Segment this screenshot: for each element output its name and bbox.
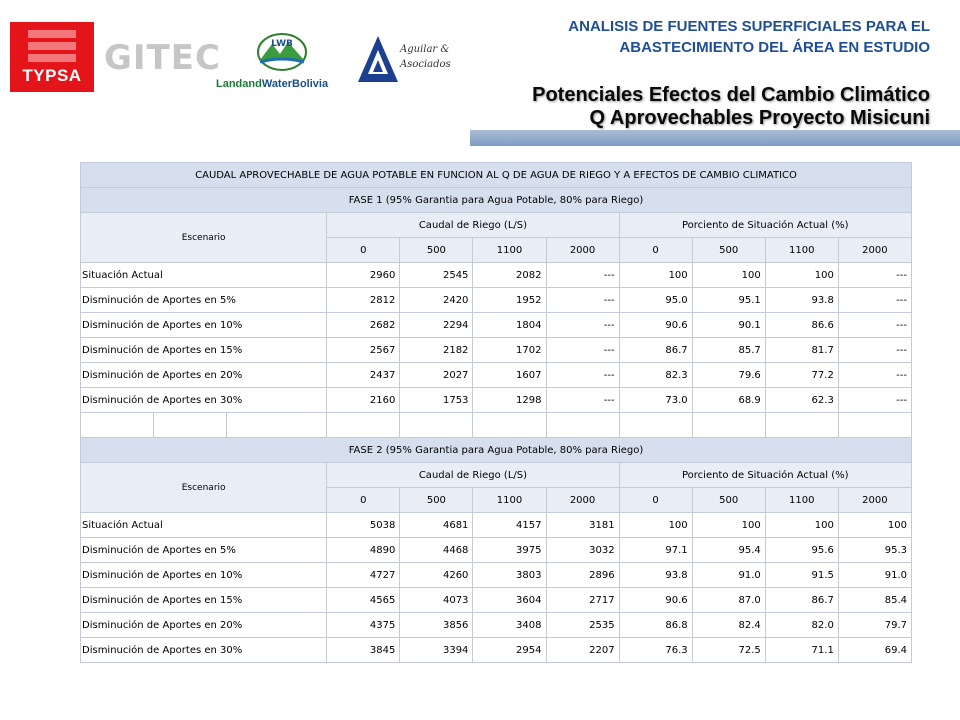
value-cell: 100 bbox=[692, 513, 765, 538]
riego-column-header: 500 bbox=[692, 238, 765, 263]
value-cell: 3604 bbox=[473, 588, 546, 613]
value-cell: 86.6 bbox=[765, 313, 838, 338]
riego-column-header: 500 bbox=[400, 488, 473, 513]
value-cell: --- bbox=[838, 363, 911, 388]
page-subtitle bbox=[532, 84, 930, 130]
value-cell: 97.1 bbox=[619, 538, 692, 563]
value-cell: 90.6 bbox=[619, 313, 692, 338]
value-cell: 100 bbox=[838, 513, 911, 538]
escenario-header: Escenario bbox=[81, 463, 327, 513]
value-cell: 4565 bbox=[327, 588, 400, 613]
value-cell: 93.8 bbox=[619, 563, 692, 588]
phase-header-row bbox=[81, 188, 912, 213]
value-cell: 69.4 bbox=[838, 638, 911, 663]
value-cell: 3845 bbox=[327, 638, 400, 663]
riego-column-header: 1100 bbox=[765, 488, 838, 513]
page-subtitle-line2: Q Aprovechables Proyecto Misicuni bbox=[589, 107, 930, 129]
typsa-stripes bbox=[28, 30, 76, 66]
value-cell: 2954 bbox=[473, 638, 546, 663]
value-cell: --- bbox=[546, 313, 619, 338]
value-cell: 3803 bbox=[473, 563, 546, 588]
porciento-header: Porciento de Situación Actual (%) bbox=[619, 463, 911, 488]
spacer-row bbox=[81, 413, 912, 438]
scenario-name: Disminución de Aportes en 5% bbox=[81, 288, 327, 313]
value-cell: 2812 bbox=[327, 288, 400, 313]
value-cell: --- bbox=[546, 363, 619, 388]
value-cell: 4890 bbox=[327, 538, 400, 563]
empty-cell bbox=[838, 413, 911, 438]
riego-column-header: 0 bbox=[327, 488, 400, 513]
value-cell: 93.8 bbox=[765, 288, 838, 313]
value-cell: 100 bbox=[765, 263, 838, 288]
typsa-logo-text: TYPSA bbox=[22, 66, 82, 85]
value-cell: 4157 bbox=[473, 513, 546, 538]
header-band bbox=[470, 130, 960, 146]
value-cell: 85.4 bbox=[838, 588, 911, 613]
value-cell: 100 bbox=[619, 263, 692, 288]
value-cell: 4260 bbox=[400, 563, 473, 588]
value-cell: 1298 bbox=[473, 388, 546, 413]
scenario-name: Situación Actual bbox=[81, 263, 327, 288]
empty-cell bbox=[227, 413, 327, 438]
value-cell: 2535 bbox=[546, 613, 619, 638]
value-cell: 77.2 bbox=[765, 363, 838, 388]
lwb-mountain-icon bbox=[216, 30, 346, 74]
value-cell: 86.8 bbox=[619, 613, 692, 638]
value-cell: 2545 bbox=[400, 263, 473, 288]
value-cell: 71.1 bbox=[765, 638, 838, 663]
value-cell: 4468 bbox=[400, 538, 473, 563]
table-row bbox=[81, 588, 912, 613]
riego-column-header: 0 bbox=[619, 238, 692, 263]
riego-column-header: 2000 bbox=[838, 488, 911, 513]
value-cell: 3394 bbox=[400, 638, 473, 663]
gitec-logo: GITEC bbox=[104, 38, 221, 78]
value-cell: 2294 bbox=[400, 313, 473, 338]
phase-label: FASE 1 (95% Garantia para Agua Potable, 80% para Riego) bbox=[81, 188, 912, 213]
phase-label: FASE 2 (95% Garantia para Agua Potable, 80% para Riego) bbox=[81, 438, 912, 463]
table-row bbox=[81, 613, 912, 638]
lwb-logo-text bbox=[216, 78, 328, 90]
lwb-badge-text: LWB bbox=[271, 39, 293, 49]
column-group-row bbox=[81, 213, 912, 238]
empty-cell bbox=[154, 413, 227, 438]
value-cell: 91.0 bbox=[692, 563, 765, 588]
table-row bbox=[81, 363, 912, 388]
table-row bbox=[81, 513, 912, 538]
lwb-logo-text-b: WaterBolivia bbox=[261, 78, 329, 90]
value-cell: --- bbox=[546, 388, 619, 413]
value-cell: 1753 bbox=[400, 388, 473, 413]
value-cell: 87.0 bbox=[692, 588, 765, 613]
aguilar-line1: Aguilar & bbox=[400, 44, 450, 55]
value-cell: 2027 bbox=[400, 363, 473, 388]
empty-cell bbox=[765, 413, 838, 438]
empty-cell bbox=[327, 413, 400, 438]
caudal-table-body bbox=[81, 163, 912, 663]
value-cell: 2082 bbox=[473, 263, 546, 288]
value-cell: --- bbox=[838, 388, 911, 413]
table-row bbox=[81, 538, 912, 563]
value-cell: 62.3 bbox=[765, 388, 838, 413]
empty-cell bbox=[692, 413, 765, 438]
scenario-name: Disminución de Aportes en 20% bbox=[81, 613, 327, 638]
value-cell: --- bbox=[838, 313, 911, 338]
page-subtitle-line1: Potenciales Efectos del Cambio Climático bbox=[532, 84, 930, 106]
value-cell: 95.0 bbox=[619, 288, 692, 313]
typsa-logo bbox=[10, 22, 94, 92]
value-cell: --- bbox=[546, 263, 619, 288]
aguilar-asociados-logo bbox=[356, 34, 466, 90]
table-row bbox=[81, 263, 912, 288]
scenario-name: Disminución de Aportes en 5% bbox=[81, 538, 327, 563]
value-cell: 2437 bbox=[327, 363, 400, 388]
table-row bbox=[81, 563, 912, 588]
value-cell: --- bbox=[546, 288, 619, 313]
value-cell: 2682 bbox=[327, 313, 400, 338]
riego-column-header: 1100 bbox=[473, 238, 546, 263]
scenario-name: Disminución de Aportes en 15% bbox=[81, 338, 327, 363]
empty-cell bbox=[619, 413, 692, 438]
phase-header-row bbox=[81, 438, 912, 463]
riego-column-header: 2000 bbox=[546, 238, 619, 263]
riego-column-header: 1100 bbox=[473, 488, 546, 513]
empty-cell bbox=[400, 413, 473, 438]
aguilar-triangle-icon bbox=[356, 34, 400, 90]
value-cell: 4375 bbox=[327, 613, 400, 638]
value-cell: 1952 bbox=[473, 288, 546, 313]
riego-column-header: 2000 bbox=[838, 238, 911, 263]
value-cell: 72.5 bbox=[692, 638, 765, 663]
value-cell: 4073 bbox=[400, 588, 473, 613]
value-cell: 86.7 bbox=[765, 588, 838, 613]
riego-column-header: 500 bbox=[692, 488, 765, 513]
aguilar-line2: Asociados bbox=[400, 59, 451, 70]
table-title: CAUDAL APROVECHABLE DE AGUA POTABLE EN FUNCION AL Q DE AGUA DE RIEGO Y A EFECTOS DE CAMBIO CLIMATICO bbox=[81, 163, 912, 188]
value-cell: 91.5 bbox=[765, 563, 838, 588]
value-cell: 79.6 bbox=[692, 363, 765, 388]
value-cell: 3032 bbox=[546, 538, 619, 563]
table-row bbox=[81, 388, 912, 413]
value-cell: 85.7 bbox=[692, 338, 765, 363]
value-cell: 95.6 bbox=[765, 538, 838, 563]
value-cell: 81.7 bbox=[765, 338, 838, 363]
value-cell: 2717 bbox=[546, 588, 619, 613]
scenario-name: Disminución de Aportes en 15% bbox=[81, 588, 327, 613]
value-cell: 95.1 bbox=[692, 288, 765, 313]
value-cell: 82.0 bbox=[765, 613, 838, 638]
scenario-name: Disminución de Aportes en 10% bbox=[81, 563, 327, 588]
empty-cell bbox=[546, 413, 619, 438]
value-cell: 3408 bbox=[473, 613, 546, 638]
lwb-logo-text-a: Landand bbox=[216, 78, 262, 90]
value-cell: 95.3 bbox=[838, 538, 911, 563]
value-cell: --- bbox=[546, 338, 619, 363]
value-cell: 5038 bbox=[327, 513, 400, 538]
value-cell: 1702 bbox=[473, 338, 546, 363]
value-cell: 86.7 bbox=[619, 338, 692, 363]
page-title-line2: ABASTECIMIENTO DEL ÁREA EN ESTUDIO bbox=[619, 39, 930, 56]
value-cell: 2420 bbox=[400, 288, 473, 313]
value-cell: 1804 bbox=[473, 313, 546, 338]
scenario-name: Disminución de Aportes en 30% bbox=[81, 638, 327, 663]
table-row bbox=[81, 338, 912, 363]
value-cell: 90.1 bbox=[692, 313, 765, 338]
value-cell: 3181 bbox=[546, 513, 619, 538]
value-cell: 2896 bbox=[546, 563, 619, 588]
value-cell: 2960 bbox=[327, 263, 400, 288]
empty-cell bbox=[473, 413, 546, 438]
aguilar-logo-text bbox=[400, 42, 451, 72]
caudal-table bbox=[80, 162, 912, 663]
scenario-name: Disminución de Aportes en 30% bbox=[81, 388, 327, 413]
value-cell: 100 bbox=[619, 513, 692, 538]
scenario-name: Disminución de Aportes en 20% bbox=[81, 363, 327, 388]
value-cell: 2160 bbox=[327, 388, 400, 413]
caudal-header: Caudal de Riego (L/S) bbox=[327, 213, 619, 238]
table-row bbox=[81, 313, 912, 338]
table-title-row bbox=[81, 163, 912, 188]
riego-column-header: 1100 bbox=[765, 238, 838, 263]
table-row bbox=[81, 638, 912, 663]
page-title-line1: ANALISIS DE FUENTES SUPERFICIALES PARA EL bbox=[568, 18, 930, 35]
scenario-name: Disminución de Aportes en 10% bbox=[81, 313, 327, 338]
value-cell: 100 bbox=[692, 263, 765, 288]
riego-column-header: 0 bbox=[619, 488, 692, 513]
value-cell: 4681 bbox=[400, 513, 473, 538]
riego-column-header: 500 bbox=[400, 238, 473, 263]
value-cell: --- bbox=[838, 338, 911, 363]
empty-cell bbox=[81, 413, 154, 438]
value-cell: 91.0 bbox=[838, 563, 911, 588]
value-cell: 73.0 bbox=[619, 388, 692, 413]
value-cell: 4727 bbox=[327, 563, 400, 588]
value-cell: 2567 bbox=[327, 338, 400, 363]
value-cell: 82.3 bbox=[619, 363, 692, 388]
page-title bbox=[510, 16, 930, 58]
value-cell: 90.6 bbox=[619, 588, 692, 613]
scenario-name: Situación Actual bbox=[81, 513, 327, 538]
value-cell: 3856 bbox=[400, 613, 473, 638]
value-cell: 100 bbox=[765, 513, 838, 538]
value-cell: 95.4 bbox=[692, 538, 765, 563]
lwb-logo bbox=[216, 30, 346, 90]
value-cell: 2182 bbox=[400, 338, 473, 363]
value-cell: 76.3 bbox=[619, 638, 692, 663]
riego-column-header: 0 bbox=[327, 238, 400, 263]
caudal-header: Caudal de Riego (L/S) bbox=[327, 463, 619, 488]
value-cell: 79.7 bbox=[838, 613, 911, 638]
escenario-header: Escenario bbox=[81, 213, 327, 263]
value-cell: 2207 bbox=[546, 638, 619, 663]
column-group-row bbox=[81, 463, 912, 488]
table-row bbox=[81, 288, 912, 313]
value-cell: --- bbox=[838, 288, 911, 313]
value-cell: 68.9 bbox=[692, 388, 765, 413]
value-cell: 82.4 bbox=[692, 613, 765, 638]
porciento-header: Porciento de Situación Actual (%) bbox=[619, 213, 911, 238]
riego-column-header: 2000 bbox=[546, 488, 619, 513]
value-cell: 1607 bbox=[473, 363, 546, 388]
value-cell: 3975 bbox=[473, 538, 546, 563]
value-cell: --- bbox=[838, 263, 911, 288]
